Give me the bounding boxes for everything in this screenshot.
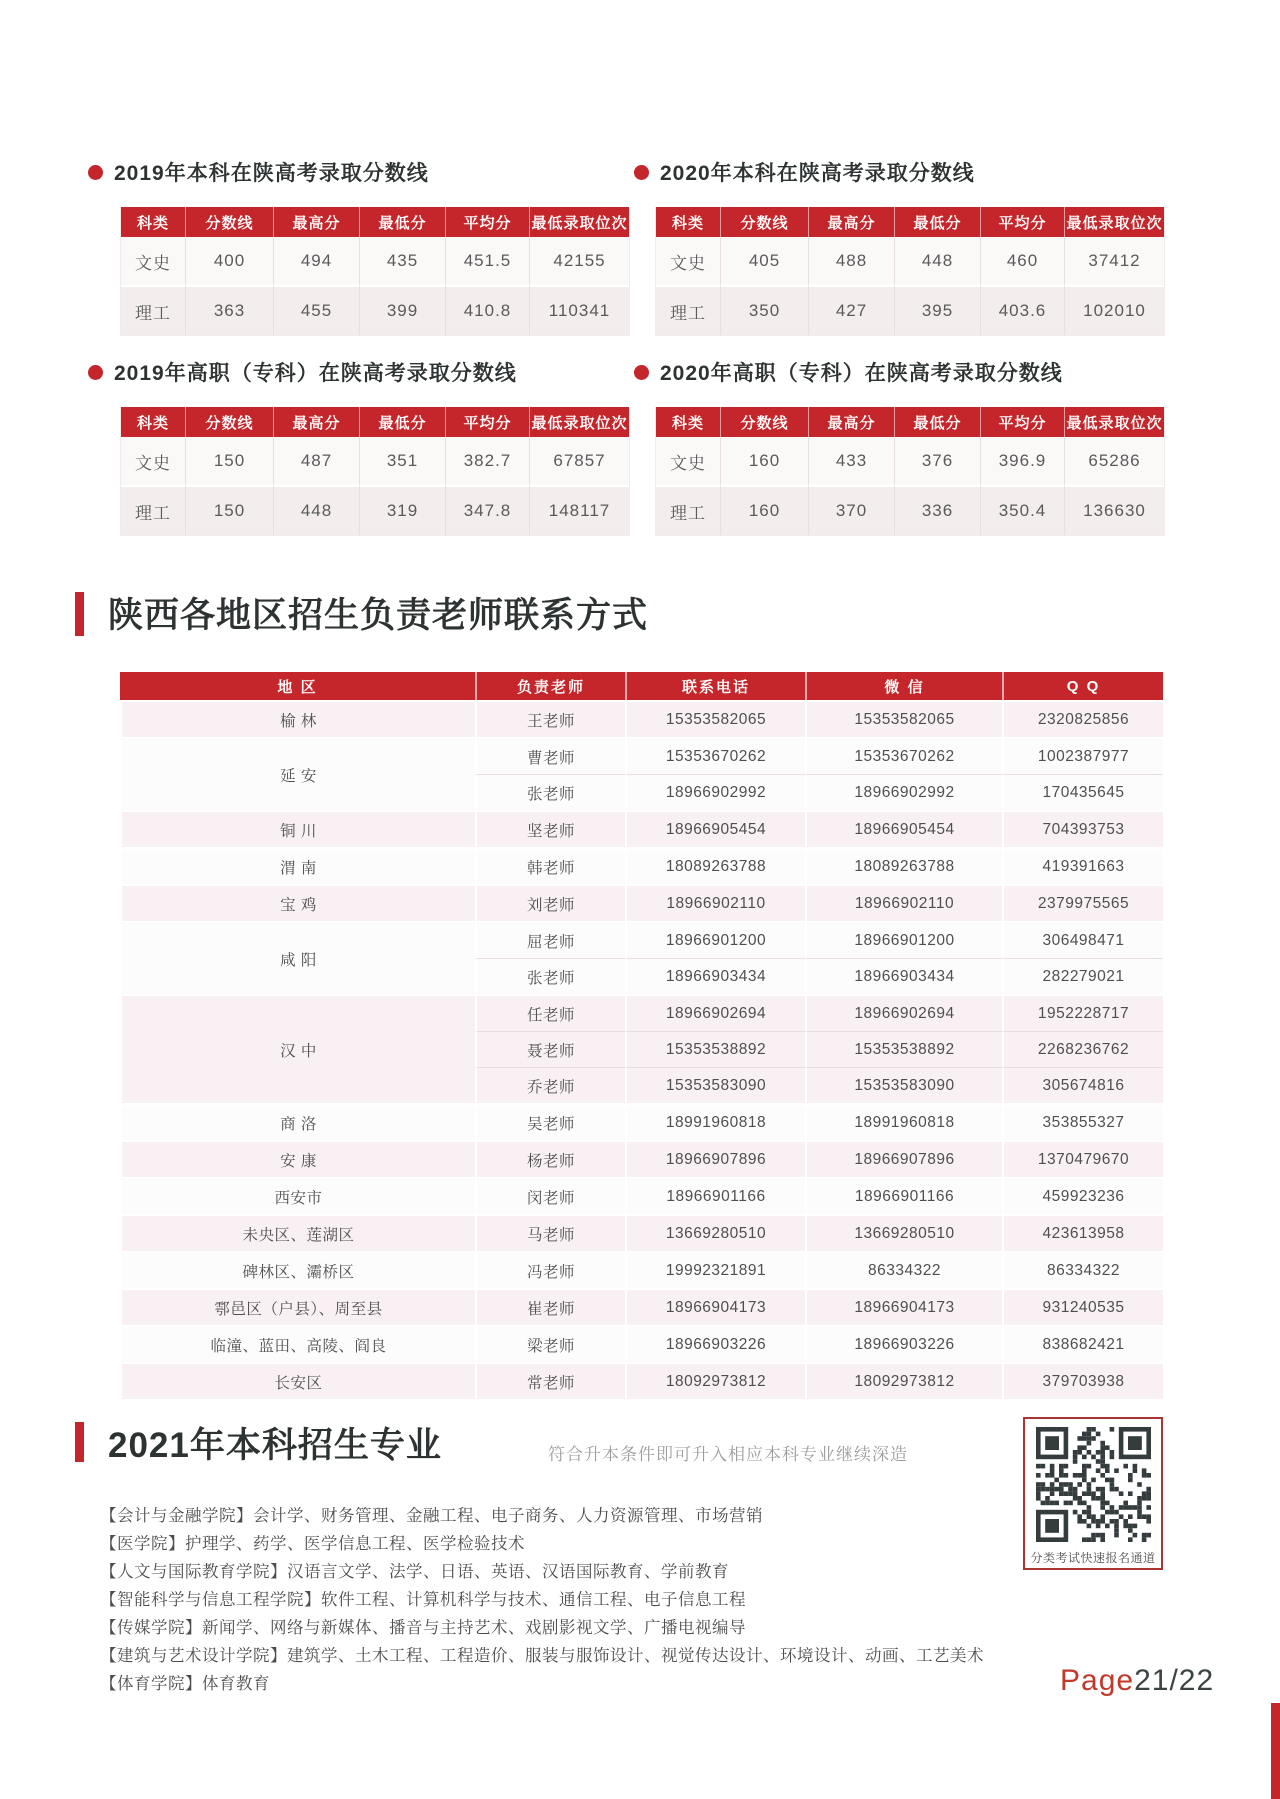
value-cell: 42155 — [529, 237, 629, 285]
table-row — [656, 485, 1164, 535]
value-cell: 160 — [720, 485, 808, 535]
category-cell: 文史 — [121, 237, 185, 285]
wechat-cell: 13669280510 — [805, 1214, 1002, 1251]
qq-cell: 86334322 — [1002, 1251, 1163, 1288]
value-cell: 148117 — [529, 485, 629, 535]
major-line: 【智能科学与信息工程学院】软件工程、计算机科学与技术、通信工程、电子信息工程 — [100, 1591, 746, 1609]
major-line: 【会计与金融学院】会计学、财务管理、金融工程、电子商务、人力资源管理、市场营销 — [100, 1507, 763, 1525]
value-cell: 350.4 — [980, 485, 1064, 535]
value-cell: 488 — [808, 237, 894, 285]
majors-section-title: 2021年本科招生专业 — [108, 1426, 442, 1465]
column-header: 最高分 — [273, 207, 359, 237]
page-label: Page — [1060, 1664, 1135, 1697]
wechat-cell: 18966903226 — [805, 1325, 1002, 1362]
qq-cell: 838682421 — [1002, 1325, 1163, 1362]
column-header: 分数线 — [720, 407, 808, 437]
region-cell: 西安市 — [120, 1177, 475, 1214]
score-title-row — [634, 358, 1194, 386]
value-cell: 37412 — [1064, 237, 1164, 285]
score-table-body — [121, 237, 629, 335]
score-section — [634, 158, 1194, 336]
phone-cell: 15353583090 — [625, 1067, 805, 1103]
value-cell: 136630 — [1064, 485, 1164, 535]
wechat-cell: 18966901166 — [805, 1177, 1002, 1214]
column-header: Q Q — [1002, 672, 1163, 700]
region-cell: 长安区 — [120, 1362, 475, 1399]
value-cell: 363 — [185, 285, 273, 335]
qr-caption: 分类考试快速报名通道 — [1030, 1551, 1156, 1565]
qq-cell: 2268236762 — [1002, 1031, 1163, 1067]
major-line: 【建筑与艺术设计学院】建筑学、土木工程、工程造价、服装与服饰设计、视觉传达设计、环境设计、动画、工艺美术 — [100, 1647, 984, 1665]
value-cell: 455 — [273, 285, 359, 335]
table-row — [120, 921, 1163, 958]
column-header: 最低分 — [359, 407, 445, 437]
section-accent-bar — [75, 1422, 84, 1462]
majors-section-subtitle: 符合升本条件即可升入相应本科专业继续深造 — [548, 1445, 908, 1464]
teacher-cell: 刘老师 — [475, 884, 625, 921]
region-cell: 碑林区、灞桥区 — [120, 1251, 475, 1288]
value-cell: 410.8 — [445, 285, 529, 335]
teacher-cell: 韩老师 — [475, 847, 625, 884]
phone-cell: 18966907896 — [625, 1140, 805, 1177]
qq-cell: 2379975565 — [1002, 884, 1163, 921]
value-cell: 110341 — [529, 285, 629, 335]
teacher-cell: 任老师 — [475, 994, 625, 1031]
table-row — [120, 737, 1163, 774]
category-cell: 理工 — [656, 285, 720, 335]
teacher-cell: 曹老师 — [475, 737, 625, 774]
value-cell: 448 — [894, 237, 980, 285]
qq-cell: 170435645 — [1002, 774, 1163, 810]
table-row — [120, 1177, 1163, 1214]
table-row — [120, 884, 1163, 921]
table-row — [120, 1362, 1163, 1399]
value-cell: 427 — [808, 285, 894, 335]
value-cell: 487 — [273, 437, 359, 485]
value-cell: 336 — [894, 485, 980, 535]
region-cell: 临潼、蓝田、高陵、阎良 — [120, 1325, 475, 1362]
score-title-row — [634, 158, 1194, 186]
qr-code-icon — [1025, 1419, 1161, 1547]
column-header: 最低分 — [894, 207, 980, 237]
table-row — [121, 237, 629, 285]
wechat-cell: 18966907896 — [805, 1140, 1002, 1177]
column-header: 最高分 — [808, 407, 894, 437]
value-cell: 382.7 — [445, 437, 529, 485]
majors-list — [100, 1502, 1060, 1698]
wechat-cell: 15353670262 — [805, 737, 1002, 774]
column-header: 地 区 — [120, 672, 475, 700]
table-row — [656, 285, 1164, 335]
wechat-cell: 18966903434 — [805, 958, 1002, 994]
qq-cell: 2320825856 — [1002, 700, 1163, 737]
value-cell: 396.9 — [980, 437, 1064, 485]
table-row — [656, 207, 1164, 237]
value-cell: 347.8 — [445, 485, 529, 535]
score-table-header — [656, 207, 1164, 237]
major-line: 【体育学院】体育教育 — [100, 1675, 270, 1693]
red-bullet-icon — [634, 365, 649, 380]
table-row — [656, 237, 1164, 285]
contact-table-body — [120, 700, 1163, 1399]
wechat-cell: 18966905454 — [805, 810, 1002, 847]
value-cell: 460 — [980, 237, 1064, 285]
table-row — [121, 207, 629, 237]
region-cell: 汉 中 — [120, 994, 475, 1103]
phone-cell: 15353670262 — [625, 737, 805, 774]
teacher-cell: 吴老师 — [475, 1103, 625, 1140]
phone-cell: 15353582065 — [625, 700, 805, 737]
column-header: 最低录取位次 — [529, 407, 629, 437]
column-header: 最低录取位次 — [1064, 407, 1164, 437]
page-number — [1060, 1664, 1214, 1698]
column-header: 分数线 — [185, 407, 273, 437]
table-row — [120, 1140, 1163, 1177]
phone-cell: 18966905454 — [625, 810, 805, 847]
score-table-body — [121, 437, 629, 535]
score-table-header — [656, 407, 1164, 437]
score-table-title: 2019年高职（专科）在陕高考录取分数线 — [114, 362, 517, 385]
qq-cell: 459923236 — [1002, 1177, 1163, 1214]
region-cell: 咸 阳 — [120, 921, 475, 994]
value-cell: 451.5 — [445, 237, 529, 285]
teacher-cell: 闵老师 — [475, 1177, 625, 1214]
qq-cell: 1370479670 — [1002, 1140, 1163, 1177]
wechat-cell: 18089263788 — [805, 847, 1002, 884]
score-table-body — [656, 237, 1164, 335]
table-row — [120, 994, 1163, 1031]
red-bullet-icon — [88, 165, 103, 180]
phone-cell: 18966903226 — [625, 1325, 805, 1362]
value-cell: 150 — [185, 437, 273, 485]
wechat-cell: 18966902110 — [805, 884, 1002, 921]
score-table — [655, 407, 1165, 536]
column-header: 最高分 — [808, 207, 894, 237]
score-section — [88, 158, 648, 336]
value-cell: 399 — [359, 285, 445, 335]
score-table-title: 2020年本科在陕高考录取分数线 — [660, 162, 975, 185]
teacher-cell: 崔老师 — [475, 1288, 625, 1325]
column-header: 联系电话 — [625, 672, 805, 700]
region-cell: 延 安 — [120, 737, 475, 810]
column-header: 最低分 — [359, 207, 445, 237]
table-row — [120, 1251, 1163, 1288]
contact-table-header — [120, 672, 1163, 700]
value-cell: 395 — [894, 285, 980, 335]
red-bullet-icon — [634, 165, 649, 180]
qq-cell: 1952228717 — [1002, 994, 1163, 1031]
region-cell: 未央区、莲湖区 — [120, 1214, 475, 1251]
value-cell: 400 — [185, 237, 273, 285]
column-header: 平均分 — [445, 407, 529, 437]
column-header: 负责老师 — [475, 672, 625, 700]
table-row — [120, 672, 1163, 700]
category-cell: 理工 — [121, 485, 185, 535]
column-header: 分数线 — [720, 207, 808, 237]
phone-cell: 18966902992 — [625, 774, 805, 810]
value-cell: 150 — [185, 485, 273, 535]
column-header: 最低分 — [894, 407, 980, 437]
column-header: 科类 — [656, 207, 720, 237]
phone-cell: 15353538892 — [625, 1031, 805, 1067]
value-cell: 350 — [720, 285, 808, 335]
table-row — [120, 810, 1163, 847]
qq-cell: 305674816 — [1002, 1067, 1163, 1103]
red-bullet-icon — [88, 365, 103, 380]
wechat-cell: 18092973812 — [805, 1362, 1002, 1399]
value-cell: 65286 — [1064, 437, 1164, 485]
value-cell: 448 — [273, 485, 359, 535]
score-table-header — [121, 207, 629, 237]
category-cell: 文史 — [656, 437, 720, 485]
qq-cell: 419391663 — [1002, 847, 1163, 884]
teacher-cell: 常老师 — [475, 1362, 625, 1399]
value-cell: 67857 — [529, 437, 629, 485]
phone-cell: 18966902110 — [625, 884, 805, 921]
teacher-cell: 聂老师 — [475, 1031, 625, 1067]
wechat-cell: 15353582065 — [805, 700, 1002, 737]
teacher-cell: 坚老师 — [475, 810, 625, 847]
region-cell: 铜 川 — [120, 810, 475, 847]
phone-cell: 18966901200 — [625, 921, 805, 958]
region-cell: 商 洛 — [120, 1103, 475, 1140]
teacher-cell: 张老师 — [475, 774, 625, 810]
score-section — [634, 358, 1194, 536]
category-cell: 文史 — [121, 437, 185, 485]
table-row — [120, 1288, 1163, 1325]
qq-cell: 306498471 — [1002, 921, 1163, 958]
value-cell: 403.6 — [980, 285, 1064, 335]
wechat-cell: 18966901200 — [805, 921, 1002, 958]
qq-cell: 353855327 — [1002, 1103, 1163, 1140]
qq-cell: 704393753 — [1002, 810, 1163, 847]
table-row — [120, 1325, 1163, 1362]
column-header: 科类 — [656, 407, 720, 437]
column-header: 最高分 — [273, 407, 359, 437]
phone-cell: 13669280510 — [625, 1214, 805, 1251]
page-value: 21/22 — [1134, 1664, 1215, 1697]
phone-cell: 18966902694 — [625, 994, 805, 1031]
category-cell: 理工 — [121, 285, 185, 335]
category-cell: 理工 — [656, 485, 720, 535]
teacher-cell: 梁老师 — [475, 1325, 625, 1362]
wechat-cell: 18966904173 — [805, 1288, 1002, 1325]
value-cell: 435 — [359, 237, 445, 285]
section-accent-bar — [75, 592, 84, 636]
phone-cell: 18089263788 — [625, 847, 805, 884]
wechat-cell: 18966902694 — [805, 994, 1002, 1031]
value-cell: 376 — [894, 437, 980, 485]
qq-cell: 423613958 — [1002, 1214, 1163, 1251]
qr-code-box — [1023, 1417, 1163, 1570]
column-header: 微 信 — [805, 672, 1002, 700]
score-title-row — [88, 358, 648, 386]
teacher-cell: 张老师 — [475, 958, 625, 994]
table-row — [120, 1214, 1163, 1251]
qq-cell: 282279021 — [1002, 958, 1163, 994]
wechat-cell: 18966902992 — [805, 774, 1002, 810]
value-cell: 405 — [720, 237, 808, 285]
column-header: 分数线 — [185, 207, 273, 237]
table-row — [121, 407, 629, 437]
value-cell: 319 — [359, 485, 445, 535]
phone-cell: 18092973812 — [625, 1362, 805, 1399]
table-row — [656, 407, 1164, 437]
score-table — [120, 207, 630, 336]
table-row — [656, 437, 1164, 485]
teacher-cell: 乔老师 — [475, 1067, 625, 1103]
major-line: 【人文与国际教育学院】汉语言文学、法学、日语、英语、汉语国际教育、学前教育 — [100, 1563, 729, 1581]
score-table-body — [656, 437, 1164, 535]
score-title-row — [88, 158, 648, 186]
phone-cell: 18966903434 — [625, 958, 805, 994]
column-header: 平均分 — [445, 207, 529, 237]
region-cell: 榆 林 — [120, 700, 475, 737]
teacher-cell: 杨老师 — [475, 1140, 625, 1177]
value-cell: 160 — [720, 437, 808, 485]
category-cell: 文史 — [656, 237, 720, 285]
contact-section-title: 陕西各地区招生负责老师联系方式 — [108, 596, 649, 635]
score-table-header — [121, 407, 629, 437]
score-table-title: 2019年本科在陕高考录取分数线 — [114, 162, 429, 185]
column-header: 平均分 — [980, 407, 1064, 437]
phone-cell: 18966904173 — [625, 1288, 805, 1325]
teacher-cell: 王老师 — [475, 700, 625, 737]
region-cell: 宝 鸡 — [120, 884, 475, 921]
score-table — [655, 207, 1165, 336]
table-row — [120, 847, 1163, 884]
column-header: 平均分 — [980, 207, 1064, 237]
wechat-cell: 15353583090 — [805, 1067, 1002, 1103]
wechat-cell: 15353538892 — [805, 1031, 1002, 1067]
score-table-title: 2020年高职（专科）在陕高考录取分数线 — [660, 362, 1063, 385]
phone-cell: 19992321891 — [625, 1251, 805, 1288]
teacher-cell: 冯老师 — [475, 1251, 625, 1288]
value-cell: 102010 — [1064, 285, 1164, 335]
major-line: 【医学院】护理学、药学、医学信息工程、医学检验技术 — [100, 1535, 525, 1553]
column-header: 最低录取位次 — [529, 207, 629, 237]
column-header: 科类 — [121, 407, 185, 437]
score-section — [88, 358, 648, 536]
table-row — [121, 285, 629, 335]
table-row — [121, 485, 629, 535]
teacher-cell: 屈老师 — [475, 921, 625, 958]
page-edge-bar — [1271, 1703, 1280, 1799]
value-cell: 494 — [273, 237, 359, 285]
contact-table — [120, 672, 1163, 1399]
phone-cell: 18966901166 — [625, 1177, 805, 1214]
region-cell: 鄠邑区（户县）、周至县 — [120, 1288, 475, 1325]
score-table — [120, 407, 630, 536]
table-row — [120, 700, 1163, 737]
table-row — [120, 1103, 1163, 1140]
qq-cell: 379703938 — [1002, 1362, 1163, 1399]
region-cell: 安 康 — [120, 1140, 475, 1177]
wechat-cell: 86334322 — [805, 1251, 1002, 1288]
qq-cell: 931240535 — [1002, 1288, 1163, 1325]
column-header: 最低录取位次 — [1064, 207, 1164, 237]
wechat-cell: 18991960818 — [805, 1103, 1002, 1140]
major-line: 【传媒学院】新闻学、网络与新媒体、播音与主持艺术、戏剧影视文学、广播电视编导 — [100, 1619, 746, 1637]
column-header: 科类 — [121, 207, 185, 237]
qq-cell: 1002387977 — [1002, 737, 1163, 774]
value-cell: 433 — [808, 437, 894, 485]
region-cell: 渭 南 — [120, 847, 475, 884]
value-cell: 370 — [808, 485, 894, 535]
teacher-cell: 马老师 — [475, 1214, 625, 1251]
table-row — [121, 437, 629, 485]
value-cell: 351 — [359, 437, 445, 485]
phone-cell: 18991960818 — [625, 1103, 805, 1140]
